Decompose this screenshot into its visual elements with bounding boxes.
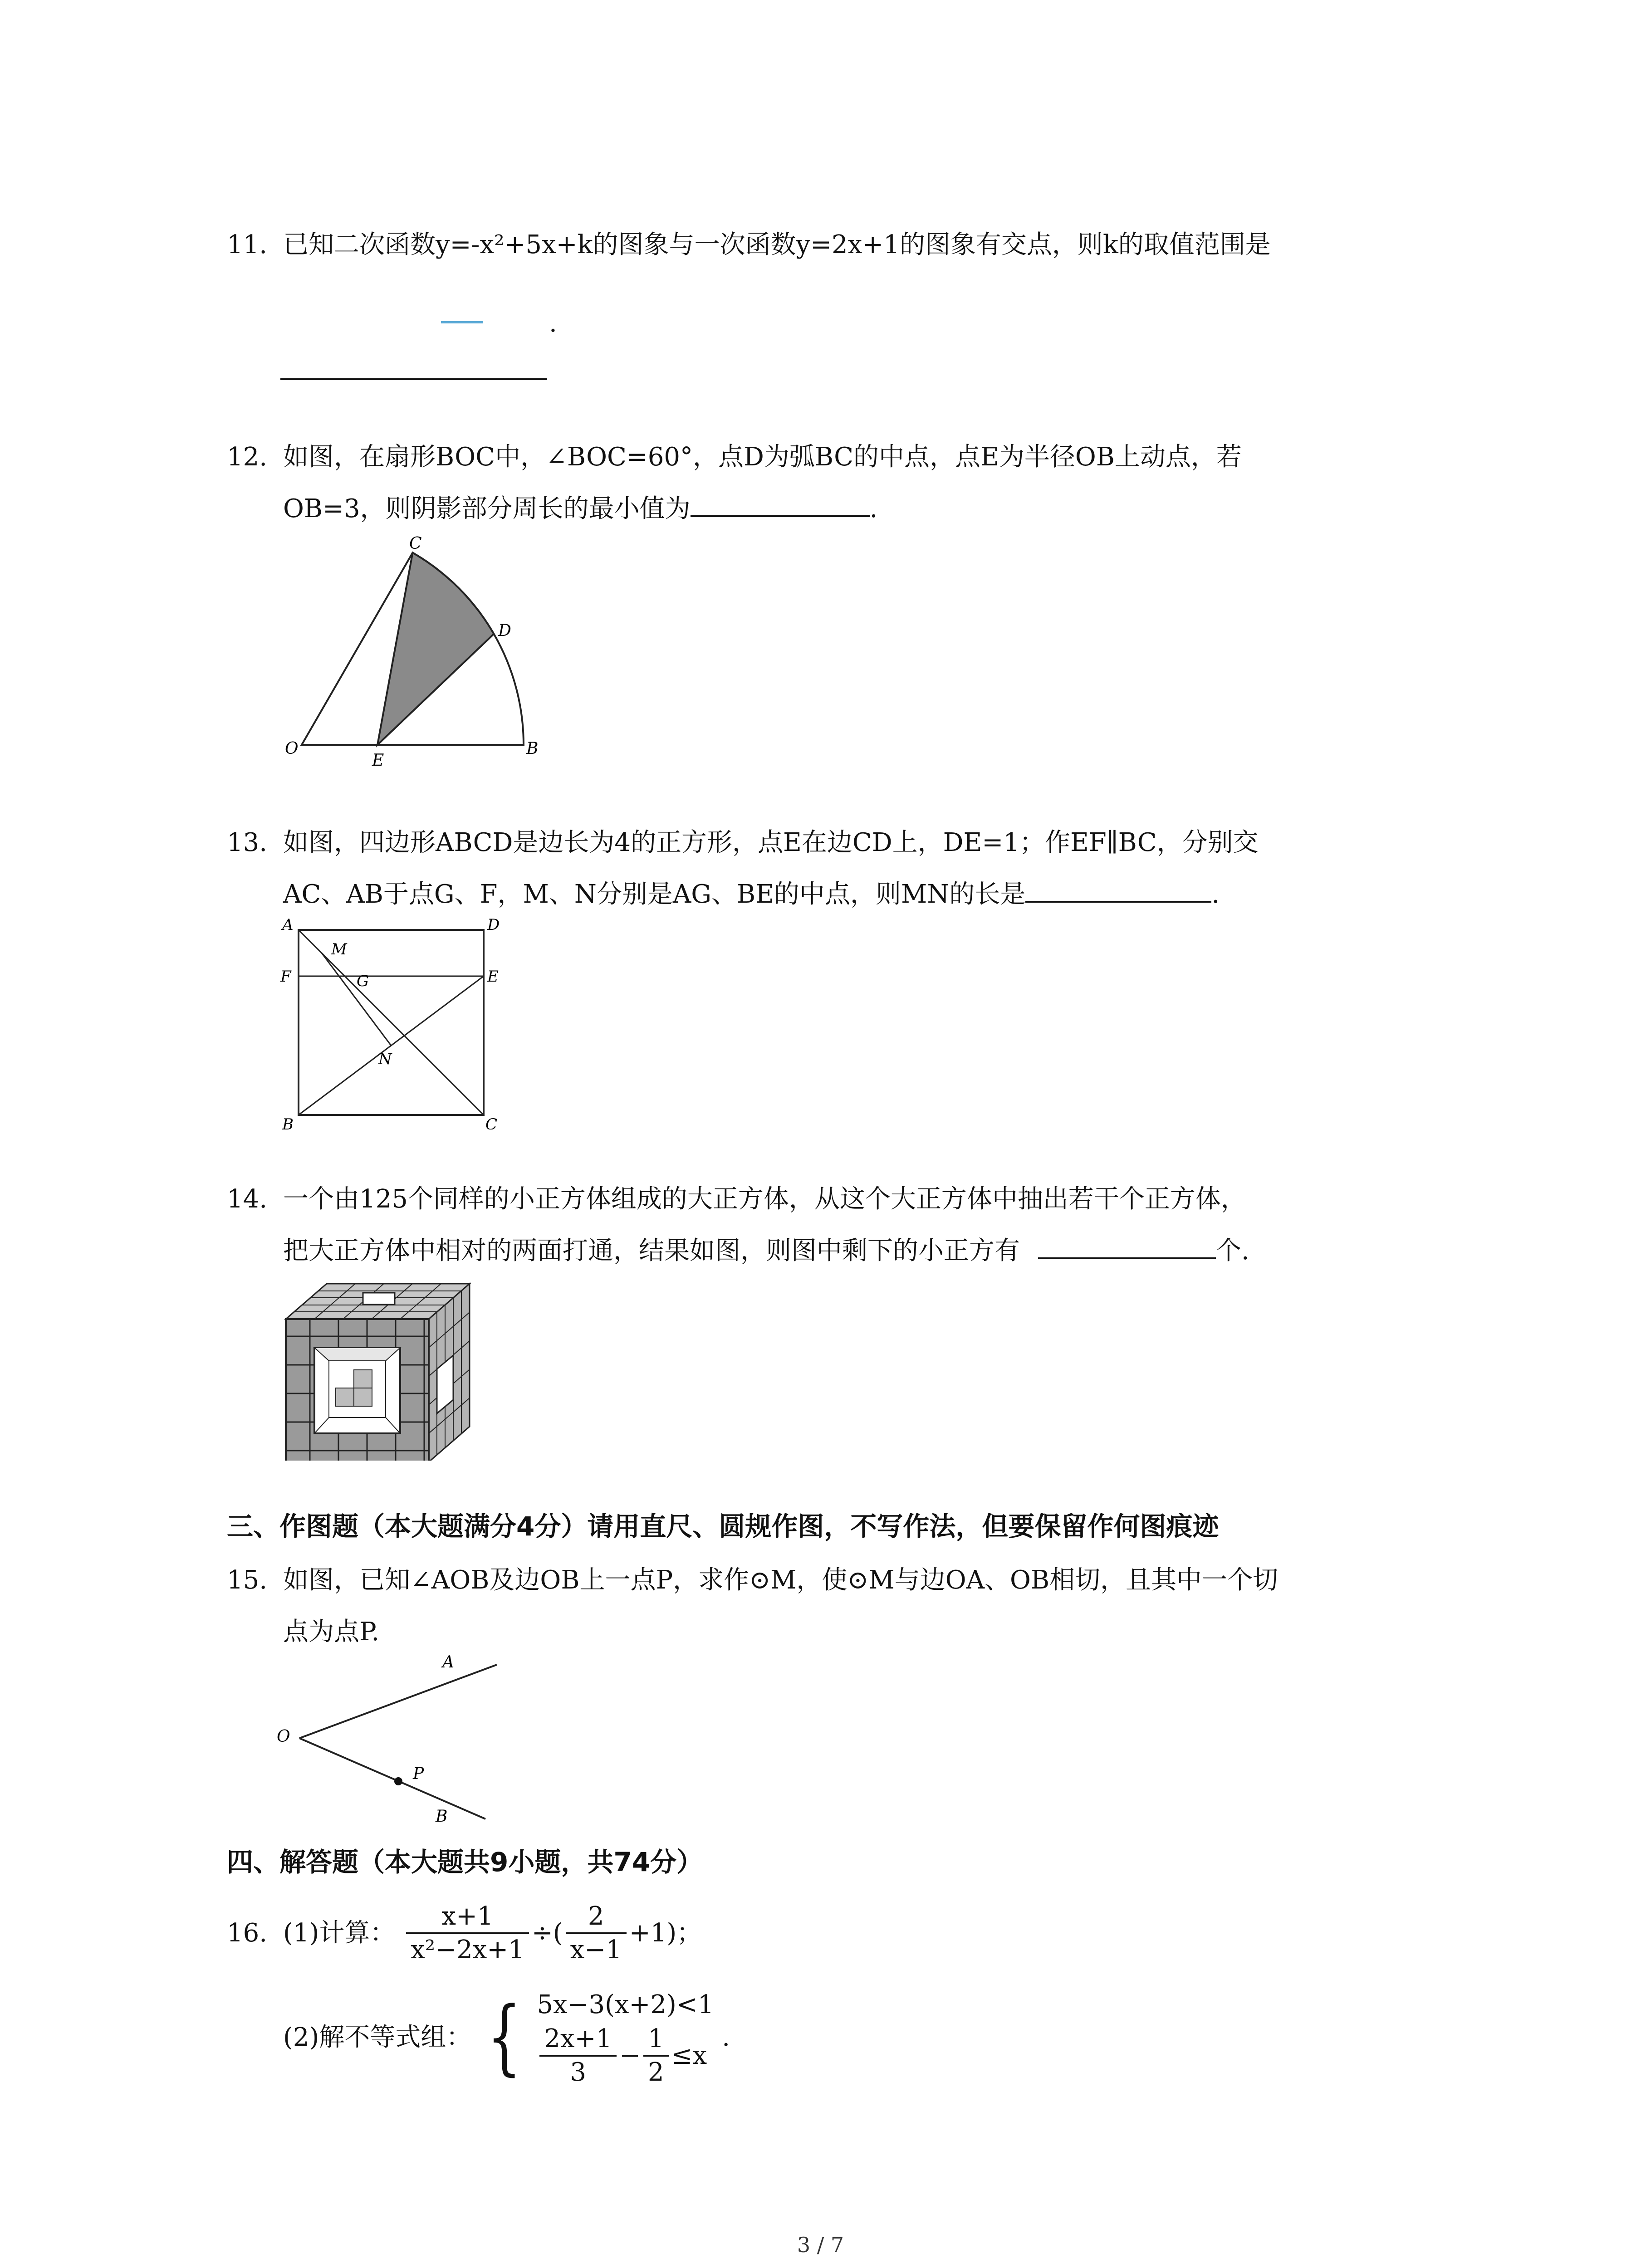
diagonal-AC xyxy=(299,930,484,1115)
part1-label: (1)计算： xyxy=(283,1918,396,1948)
label-C: C xyxy=(485,1115,498,1129)
cube-figure xyxy=(281,1279,481,1461)
shaded-region xyxy=(377,553,494,745)
square-figure xyxy=(272,912,508,1129)
inner-tunnel xyxy=(314,1348,400,1361)
divide-paren: ÷( xyxy=(531,1918,563,1948)
label-B: B xyxy=(436,1807,448,1826)
label-M: M xyxy=(331,940,347,958)
ray-OA xyxy=(299,1665,497,1738)
part2-label: (2)解不等式组： xyxy=(283,2023,472,2052)
inequality-system xyxy=(537,1987,714,2088)
question-text-line1: 如图，已知∠AOB及边OB上一点P，求作⊙M，使⊙M与边OA、OB相切，且其中一个切 xyxy=(283,1565,1279,1595)
question-number: 16. xyxy=(227,1918,268,1948)
end-dot: . xyxy=(869,494,878,523)
label-P: P xyxy=(413,1765,424,1783)
question-number: 15. xyxy=(227,1565,268,1595)
answer-blank xyxy=(691,511,870,517)
question-text-line2: 把大正方体中相对的两面打通，结果如图，则图中剩下的小正方有 xyxy=(283,1236,1020,1266)
question-number: 12. xyxy=(227,442,268,472)
label-O: O xyxy=(285,739,299,758)
answer-blank xyxy=(1038,1253,1216,1259)
label-G: G xyxy=(357,972,369,990)
page-number: 3 / 7 xyxy=(797,2233,844,2257)
question-number: 14. xyxy=(227,1184,268,1214)
section-3-heading: 三、作图题（本大题满分4分）请用直尺、圆规作图，不写作法，但要保留作何图痕迹 xyxy=(227,1511,1219,1542)
tail: +1)； xyxy=(629,1918,702,1948)
question-12 xyxy=(227,435,1242,479)
answer-blank xyxy=(1025,896,1211,903)
question-text-line2: OB=3，则阴影部分周长的最小值为 xyxy=(283,494,691,523)
ineq-fraction-1: $\frac{2x+1}{3}$ xyxy=(539,2023,617,2088)
question-text-line2: AC、AB于点G、F，M、N分别是AG、BE的中点，则MN的长是 xyxy=(283,880,1026,909)
segment-MN xyxy=(322,953,391,1046)
fraction-2: $\frac{2}{x-1}$ xyxy=(566,1901,627,1966)
label-D: D xyxy=(498,621,511,640)
label-D: D xyxy=(487,916,500,934)
label-C: C xyxy=(409,534,422,553)
brace: { xyxy=(487,1990,522,2085)
question-number: 13. xyxy=(227,828,268,857)
point-P xyxy=(394,1777,402,1785)
ineq-fraction-2: $\frac{1}{2}$ xyxy=(643,2023,669,2088)
question-text-line1: 如图，在扇形BOC中，∠BOC=60°，点D为弧BC的中点，点E为半径OB上动点，若 xyxy=(283,442,1242,472)
label-O: O xyxy=(277,1727,290,1746)
question-11 xyxy=(227,223,1271,267)
answer-mark xyxy=(441,321,483,323)
label-N: N xyxy=(378,1050,392,1068)
question-text-line1: 如图，四边形ABCD是边长为4的正方形，点E在边CD上，DE=1；作EF∥BC，分别交 xyxy=(283,828,1259,857)
end-text: 个. xyxy=(1216,1236,1249,1266)
question-text-line1: 一个由125个同样的小正方体组成的大正方体，从这个大正方体中抽出若干个正方体， xyxy=(283,1184,1246,1214)
question-14-line2 xyxy=(283,1229,1249,1273)
question-15 xyxy=(227,1559,1278,1602)
ray-OB xyxy=(299,1738,485,1819)
question-text: 已知二次函数y=-x²+5x+k的图象与一次函数y=2x+1的图象有交点，则k的取值范围是 xyxy=(283,230,1271,259)
inequality-1: 5x−3(x+2)<1 xyxy=(537,1990,714,2019)
end-dot: . xyxy=(1211,880,1220,909)
sector-figure xyxy=(272,531,554,771)
label-B: B xyxy=(282,1115,294,1129)
question-13-line2 xyxy=(283,873,1220,916)
inequality-2: $\frac{2x+1}{3}$ − $\frac{1}{2}$ ≤x xyxy=(537,2023,714,2088)
question-15-line2 xyxy=(283,1610,379,1654)
section-4-heading: 四、解答题（本大题共9小题，共74分） xyxy=(227,1847,703,1877)
question-12-line2 xyxy=(283,487,877,531)
answer-blank xyxy=(280,378,547,380)
question-14 xyxy=(227,1178,1246,1221)
label-F: F xyxy=(280,968,291,986)
question-number: 11. xyxy=(227,230,268,259)
label-E: E xyxy=(372,751,384,770)
question-text-line2: 点为点P. xyxy=(283,1617,380,1647)
end-dot: . xyxy=(722,2023,730,2052)
angle-figure xyxy=(272,1651,508,1833)
label-B: B xyxy=(526,739,539,758)
answer-dot: . xyxy=(549,308,557,338)
fraction-1: $\frac{x+1}{\text{x²−2x+1}}$ xyxy=(406,1901,529,1966)
question-16-part1 xyxy=(227,1901,702,1966)
label-A: A xyxy=(282,916,294,934)
question-16-part2 xyxy=(283,1987,730,2088)
top-hole xyxy=(363,1293,395,1305)
label-E: E xyxy=(487,968,499,986)
label-A: A xyxy=(442,1653,454,1672)
question-13 xyxy=(227,821,1259,865)
